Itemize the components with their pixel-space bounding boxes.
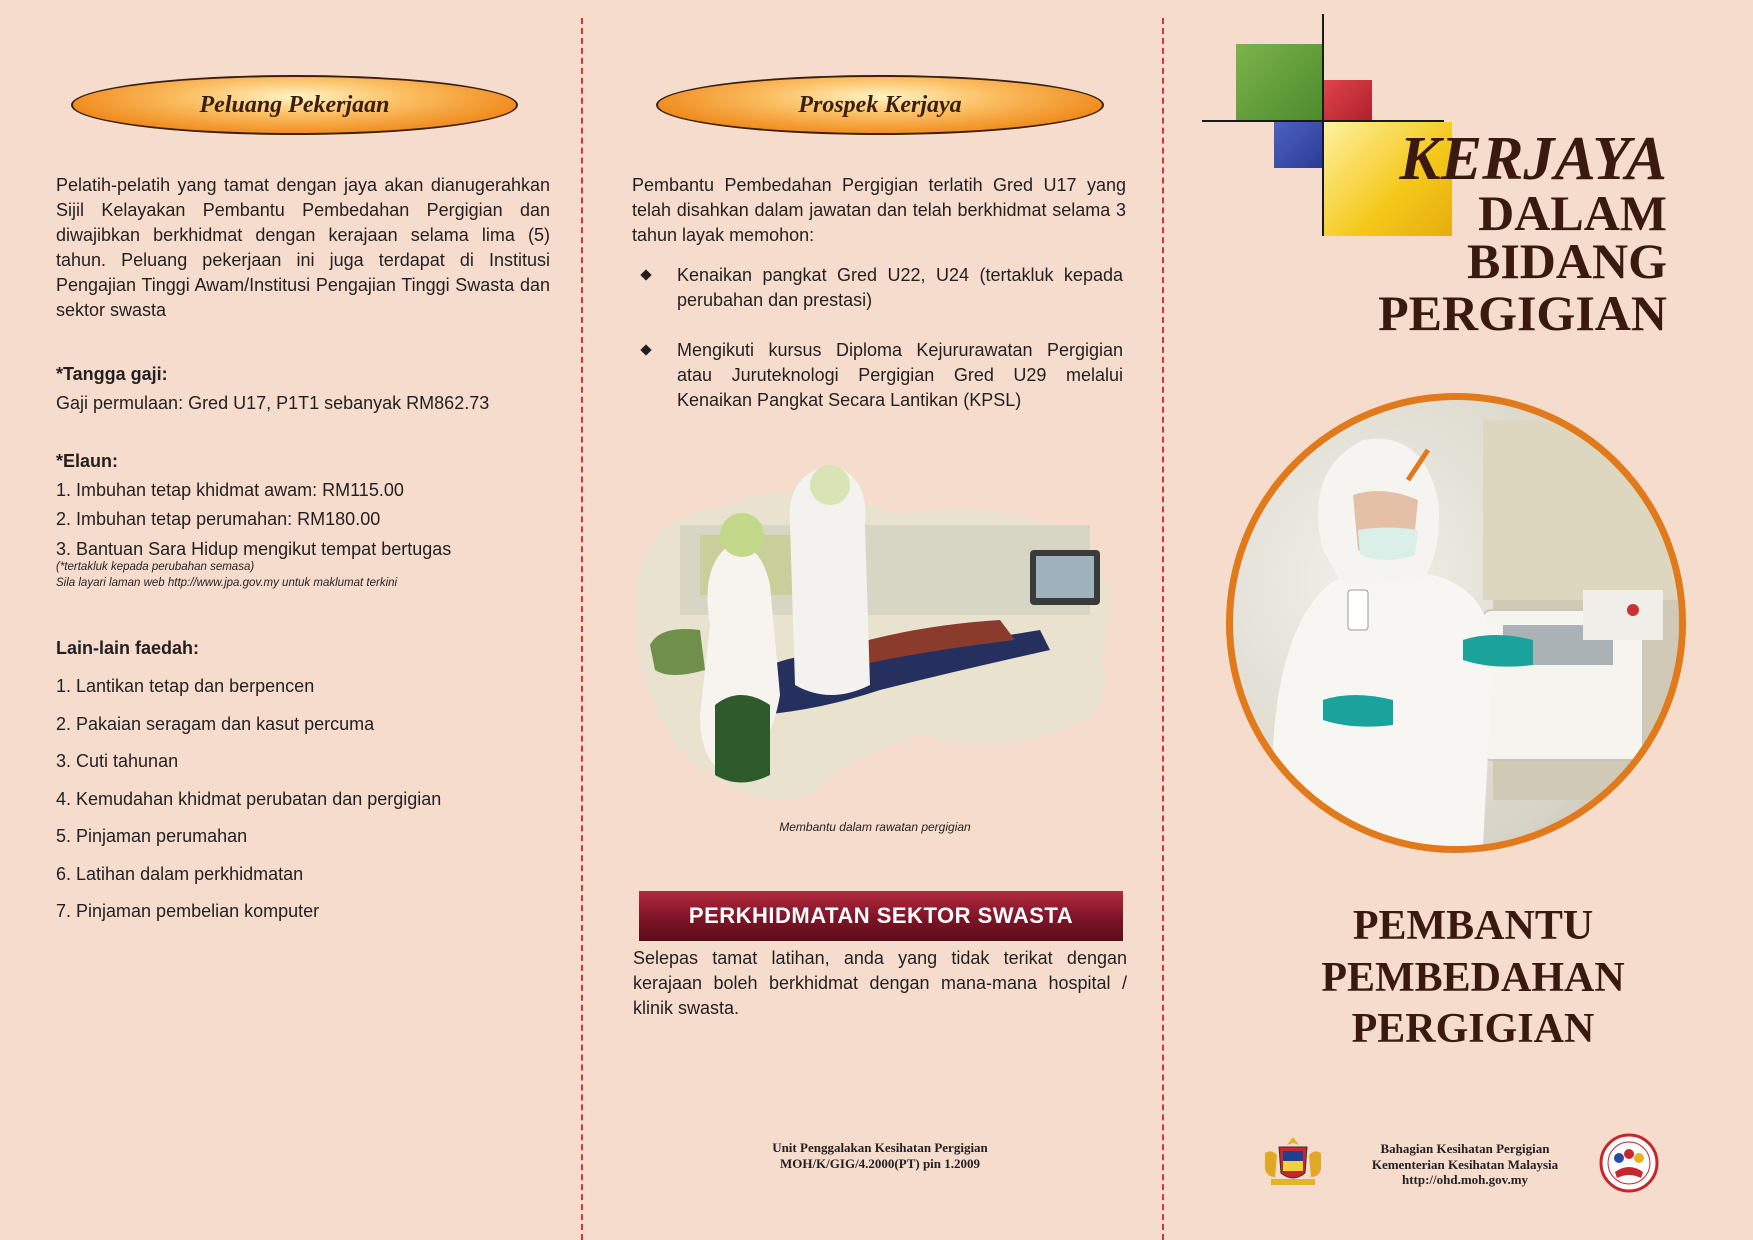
heading-peluang-pekerjaan: Peluang Pekerjaan [199,91,390,118]
allowance-heading: *Elaun: [56,451,119,471]
malaysia-coat-of-arms-logo [1257,1133,1329,1191]
oral-health-logo [1597,1132,1661,1194]
vertical-line [1322,14,1324,236]
peluang-intro-text: Pelatih-pelatih yang tamat dengan jaya akan dianugerahkan Sijil Kelayakan Pembantu Pembedahan Pergigian dan diwajibkan berkhidmat dengan kerajaan selama lima (5) tahun. Peluang pekerjaan ini juga terdapat di Institusi Pengajian Tinggi Awam/Institusi Pengajian Tinggi Swasta dan sektor swasta [56,175,550,320]
benefit-item: 6. Latihan dalam perkhidmatan [56,864,304,884]
main-title-dalam: DALAM [1478,185,1667,241]
allowance-item: 3. Bantuan Sara Hidup mengikut tempat bertugas [56,539,452,559]
private-sector-banner [639,891,1123,941]
org-info [1340,1141,1590,1188]
benefit-item: 1. Lantikan tetap dan berpencen [56,676,315,696]
benefits-heading: Lain-lain faedah: [56,638,200,658]
allowance-item: 2. Imbuhan tetap perumahan: RM180.00 [56,509,381,529]
blue-square [1274,122,1324,168]
allowance-item: 1. Imbuhan tetap khidmat awam: RM115.00 [56,480,404,500]
prospek-bullet-item: Kenaikan pangkat Gred U22, U24 (tertakluk kepada perubahan dan prestasi) [677,265,1123,310]
private-sector-banner-text: PERKHIDMATAN SEKTOR SWASTA [688,903,1074,928]
salary-text: Gaji permulaan: Gred U17, P1T1 sebanyak RM862.73 [56,393,490,413]
benefit-item: 4. Kemudahan khidmat perubatan dan pergigian [56,789,442,809]
prospek-bullet-item: Mengikuti kursus Diploma Kejururawatan Pergigian atau Juruteknologi Pergigian Gred U29 melalui Kenaikan Pangkat Secara Lantikan (KPSL) [677,340,1123,410]
main-title-pergigian: PERGIGIAN [1378,285,1667,341]
benefit-item: 7. Pinjaman pembelian komputer [56,901,320,921]
salary-heading: *Tangga gaji: [56,364,168,384]
bullet-diamond-icon [640,344,651,355]
footer-unit [630,1140,1130,1172]
benefit-item: 3. Cuti tahunan [56,751,179,771]
subtitle-pembedahan: PEMBEDAHAN [1321,955,1625,1001]
heading-oval-prospek [656,75,1104,135]
subtitle-pergigian: PERGIGIAN [1351,1006,1595,1052]
horizontal-line [1202,120,1444,122]
subtitle-pembantu: PEMBANTU [1352,903,1594,949]
org-website: http://ohd.moh.gov.my [1401,1172,1529,1187]
main-title-kerjaya: KERJAYA [1399,125,1667,193]
main-title-bidang: BIDANG [1466,233,1667,289]
bullet-diamond-icon [640,269,651,280]
private-sector-text: Selepas tamat latihan, anda yang tidak terikat dengan kerajaan boleh berkhidmat dengan mana-mana hospital / klinik swasta. [633,948,1127,1018]
heading-oval-peluang [71,75,518,135]
prospek-intro-text: Pembantu Pembedahan Pergigian terlatih Gred U17 yang telah disahkan dalam jawatan dan telah berkhidmat selama 3 tahun layak memohon: [632,175,1126,245]
column-divider-left [581,18,583,1240]
org-division: Bahagian Kesihatan Pergigian [1380,1141,1550,1156]
green-square [1236,44,1324,122]
allowance-note: (*tertakluk kepada perubahan semasa) [56,561,255,573]
dental-nurse-photo [1226,393,1686,853]
benefit-item: 2. Pakaian seragam dan kasut percuma [56,714,375,734]
footer-ref-line: MOH/K/GIG/4.2000(PT) pin 1.2009 [779,1156,981,1171]
org-ministry: Kementerian Kesihatan Malaysia [1371,1156,1559,1172]
jpa-website-note: Sila layari laman web http://www.jpa.gov.my untuk maklumat terkini [56,577,398,589]
column-divider-right [1162,18,1164,1240]
dental-treatment-photo [620,455,1130,810]
photo-caption: Membantu dalam rawatan pergigian [779,820,971,834]
benefit-item: 5. Pinjaman perumahan [56,826,248,846]
dental-nurse-illustration [1233,400,1679,846]
footer-unit-line: Unit Penggalakan Kesihatan Pergigian [772,1140,988,1155]
heading-prospek-kerjaya: Prospek Kerjaya [798,91,962,118]
